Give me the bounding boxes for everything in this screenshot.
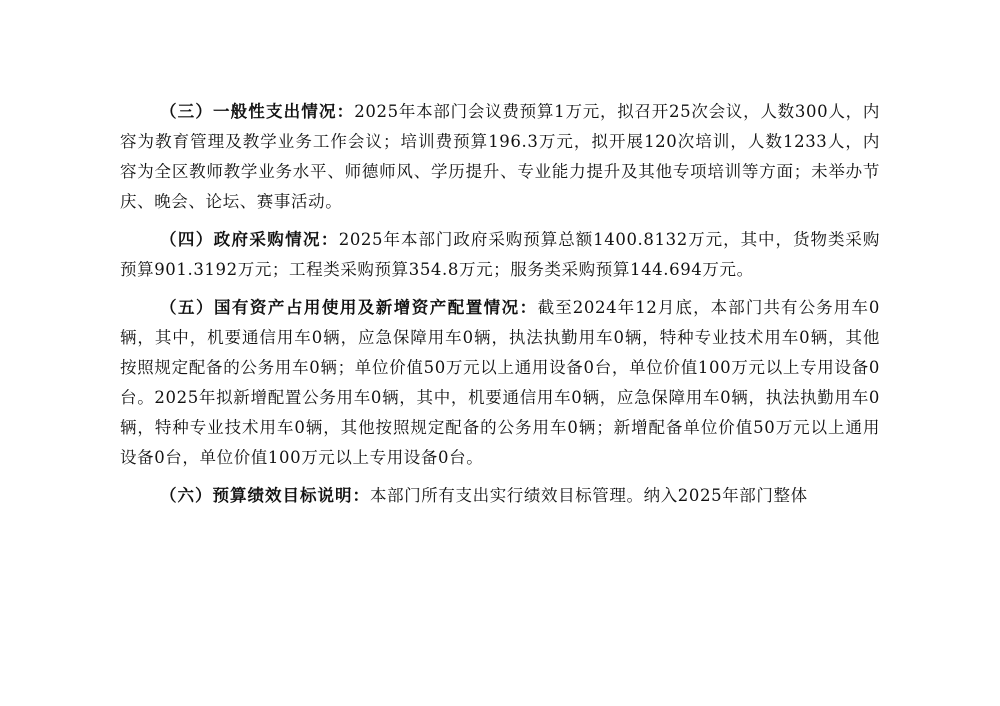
section-state-assets (120, 293, 880, 473)
section-text: 截至2024年12月底，本部门共有公务用车0辆，其中，机要通信用车0辆，应急保障用车0辆，执法执勤用车0辆，特种专业技术用车0辆，其他按照规定配备的公务用车0辆；单位价值50万元以上通用设备0台，单位价值100万元以上专用设备0台。2025年拟新增配置公务用车0辆，其中，机要通信用车0辆，应急保障用车0辆，执法执勤用车0辆，特种专业技术用车0辆，其他按照规定配备的公务用车0辆；新增配备单位价值50万元以上通用设备0台，单位价值100万元以上专用设备0台。 (120, 298, 881, 467)
section-government-procurement (120, 225, 880, 285)
section-text: 本部门所有支出实行绩效目标管理。纳入2025年部门整体 (370, 486, 808, 505)
section-text: 2025年本部门政府采购预算总额1400.8132万元，其中，货物类采购预算901.3192万元；工程类采购预算354.8万元；服务类采购预算144.694万元。 (120, 230, 880, 279)
section-general-expenditure (120, 97, 880, 217)
document-body (120, 97, 880, 511)
section-heading: （三）一般性支出情况： (160, 102, 355, 121)
section-heading: （四）政府采购情况： (160, 230, 339, 249)
section-performance-goals (120, 481, 880, 511)
section-heading: （五）国有资产占用使用及新增资产配置情况： (160, 298, 538, 317)
section-heading: （六）预算绩效目标说明： (160, 486, 370, 505)
section-text: 2025年本部门会议费预算1万元，拟召开25次会议，人数300人，内容为教育管理及教学业务工作会议；培训费预算196.3万元，拟开展120次培训，人数1233人，内容为全区教师教学业务水平、师德师风、学历提升、专业能力提升及其他专项培训等方面；未举办节庆、晚会、论坛、赛事活动。 (120, 102, 880, 211)
